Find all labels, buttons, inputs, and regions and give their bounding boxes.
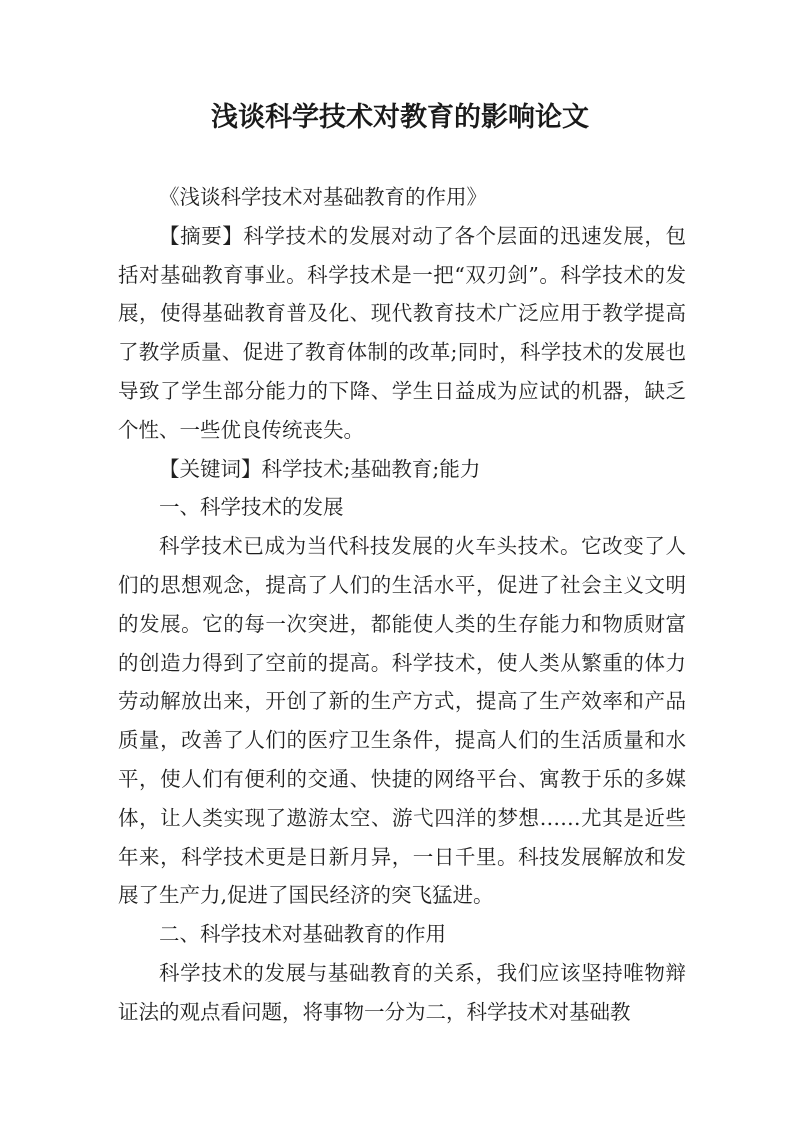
paragraph-keywords: 【关键词】科学技术;基础教育;能力	[159, 456, 481, 481]
paragraph-abstract: 【摘要】科学技术的发展对动了各个层面的迅速发展，包括对基础教育事业。科学技术是一把“双刃剑”。科学技术的发展，使得基础教育普及化、现代教育技术广泛应用于教学提高了教学质量、促进了教育体制的改革;同时，科学技术的发展也导致了学生部分能力的下降、学生日益成为应试的机器，缺乏个性、一些优良传统丧失。	[118, 223, 686, 442]
document-title: 浅谈科学技术对教育的影响论文	[211, 102, 589, 133]
paragraph-source-title: 《浅谈科学技术对基础教育的作用》	[159, 185, 487, 209]
paragraph-section-2: 科学技术的发展与基础教育的关系，我们应该坚持唯物辩证法的观点看问题，将事物一分为二，科学技术对基础教	[118, 960, 686, 1024]
document-body	[118, 178, 686, 1032]
section-heading-2: 二、科学技术对基础教育的作用	[159, 922, 446, 947]
section-heading-1: 一、科学技术的发展	[159, 495, 344, 520]
paragraph-section-1: 科学技术已成为当代科技发展的火车头技术。它改变了人们的思想观念，提高了人们的生活水平，促进了社会主义文明的发展。它的每一次突进，都能使人类的生存能力和物质财富的创造力得到了空前的提高。科学技术，使人类从繁重的体力劳动解放出来，开创了新的生产方式，提高了生产效率和产品质量，改善了人们的医疗卫生条件，提高人们的生活质量和水平，使人们有便利的交通、快捷的网络平台、寓教于乐的多媒体，让人类实现了遨游太空、游弋四洋的梦想……尤其是近些年来，科学技术更是日新月异，一日千里。科技发展解放和发展了生产力,促进了国民经济的突飞猛进。	[118, 534, 686, 908]
